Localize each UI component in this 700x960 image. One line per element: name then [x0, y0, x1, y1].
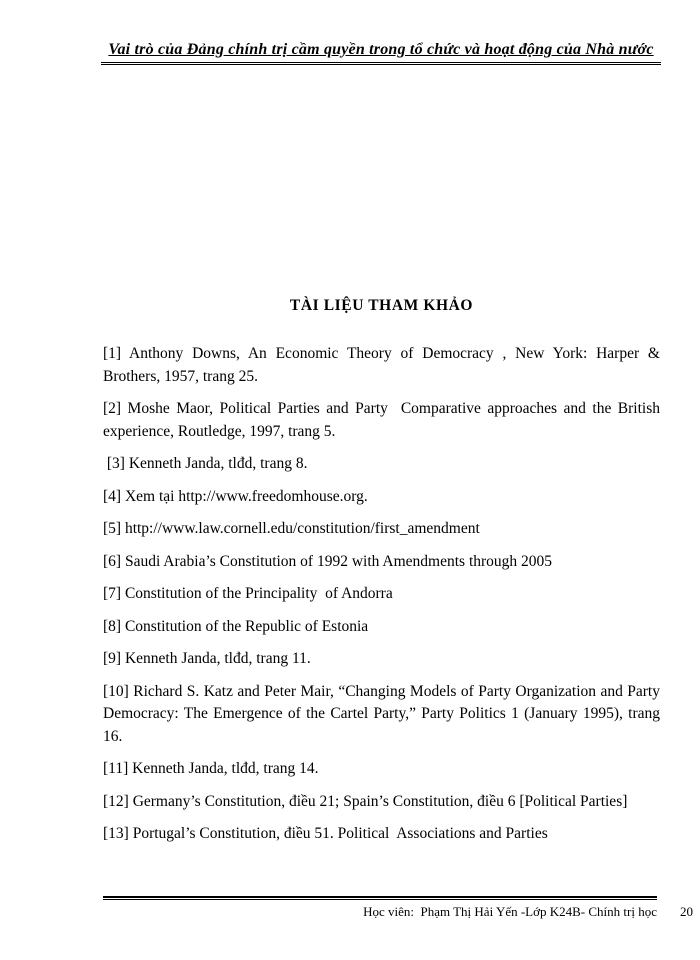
reference-item: [4] Xem tại http://www.freedomhouse.org. [103, 487, 368, 505]
reference-item: [3] Kenneth Janda, tlđd, trang 8. [103, 455, 308, 472]
references-section [103, 295, 664, 856]
header-title: Vai trò của Đảng chính trị cầm quyền trong tổ chức và hoạt động của Nhà nước [108, 41, 654, 58]
page-number: 20 [680, 904, 693, 919]
reference-item: [7] Constitution of the Principality of Andorra [103, 585, 393, 602]
reference-item: [12] Germany’s Constitution, điều 21; Spain’s Constitution, điều 6 [Political Parties] [103, 792, 628, 810]
footer-text-row [103, 900, 693, 920]
reference-item: [11] Kenneth Janda, tlđd, trang 14. [103, 760, 319, 777]
section-title: TÀI LIỆU THAM KHẢO [289, 297, 474, 314]
reference-item: [10] Richard S. Katz and Peter Mair, “Changing Models of Party Organization and Party Democracy: The Emergence of the Cartel Party,” Party Politics 1 (January 1995), trang 16. [103, 682, 664, 745]
reference-item: [13] Portugal’s Constitution, điều 51. Political Associations and Parties [103, 825, 548, 842]
reference-item: [5] http://www.law.cornell.edu/constitution/first_amendment [103, 520, 480, 537]
footer-student-info: Học viên: Phạm Thị Hải Yến -Lớp K24B- Chính trị học [363, 904, 657, 919]
page-footer [103, 896, 693, 920]
reference-item: [1] Anthony Downs, An Economic Theory of Democracy , New York: Harper & Brothers, 1957, trang 25. [103, 345, 664, 385]
reference-list [103, 343, 664, 846]
reference-item: [8] Constitution of the Republic of Estonia [103, 617, 369, 635]
reference-item: [6] Saudi Arabia’s Constitution of 1992 with Amendments through 2005 [103, 552, 553, 570]
reference-item: [9] Kenneth Janda, tlđd, trang 11. [103, 650, 311, 667]
reference-item: [2] Moshe Maor, Political Parties and Party Comparative approaches and the British experience, Routledge, 1997, trang 5. [103, 400, 664, 440]
page-header [101, 41, 661, 65]
